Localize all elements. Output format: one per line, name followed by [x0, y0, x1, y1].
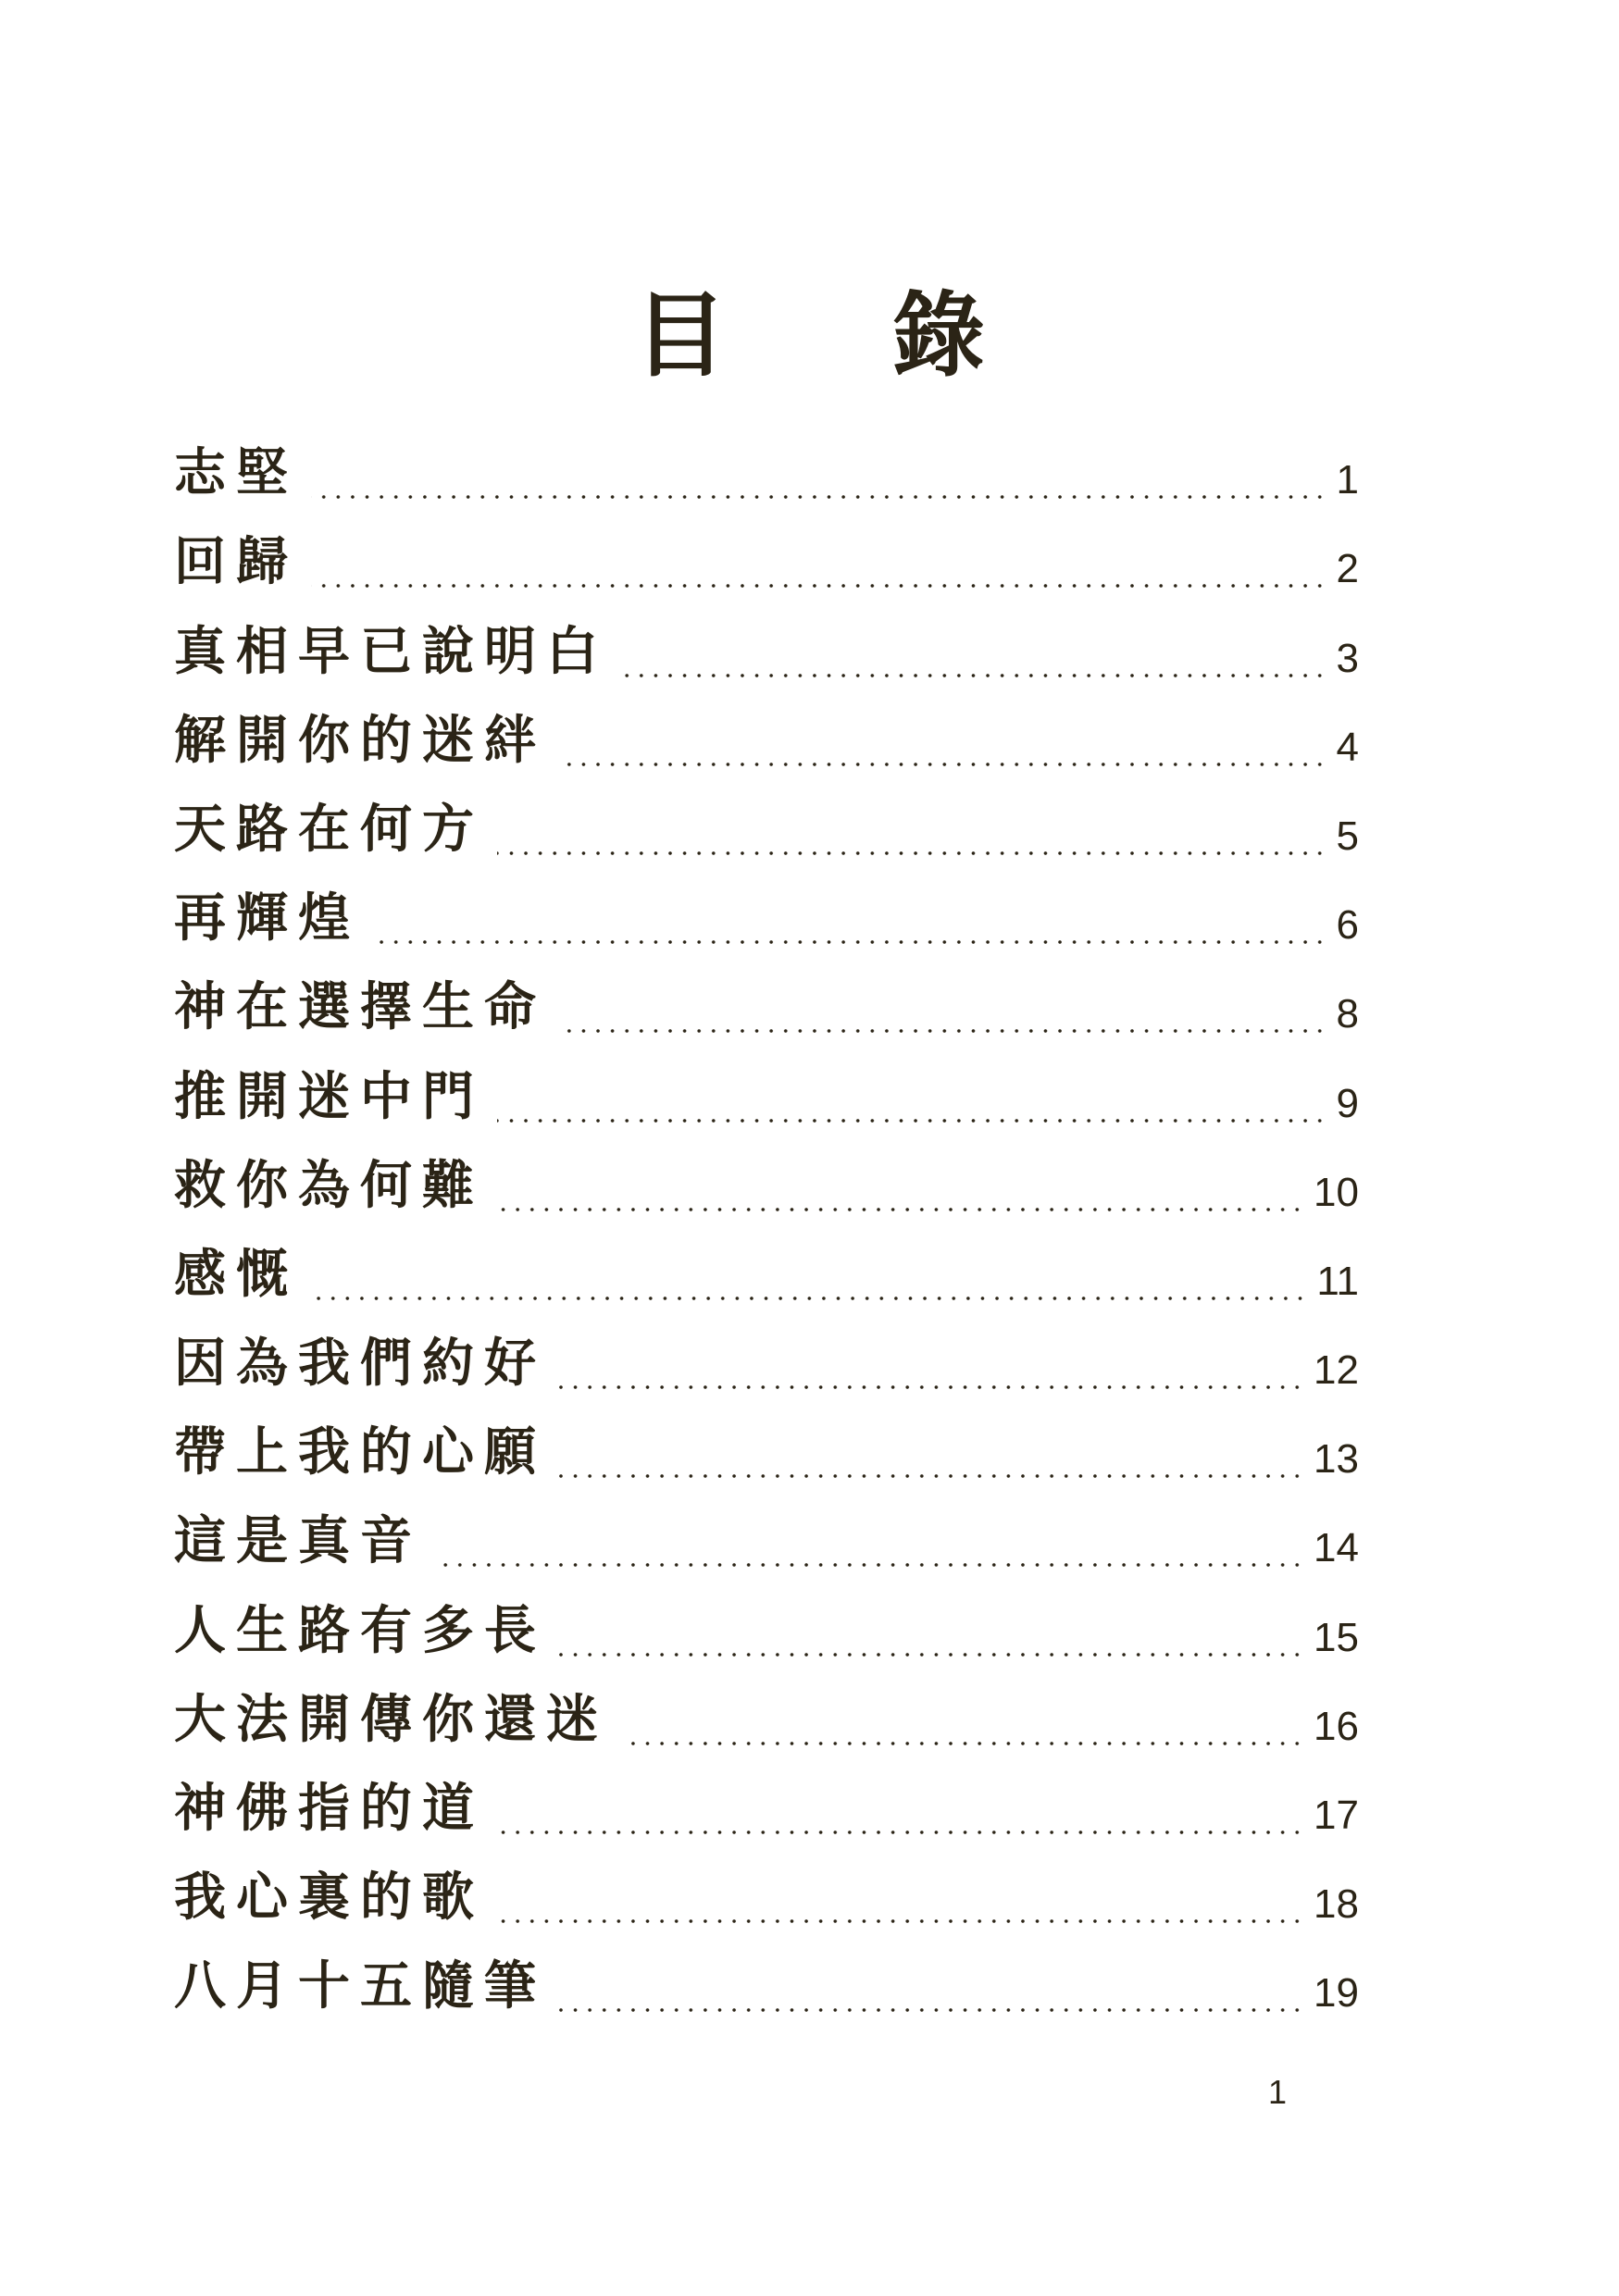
dot-leader	[559, 1029, 1327, 1033]
dot-leader	[311, 584, 1327, 588]
toc-entry-page: 9	[1336, 1080, 1359, 1126]
toc-entry-title: 推開迷中門	[174, 1065, 484, 1127]
toc-entry[interactable]	[174, 866, 1359, 955]
toc-entry-page: 8	[1336, 991, 1359, 1037]
toc-entry-page: 19	[1314, 1970, 1359, 2017]
toc-entry-page: 14	[1314, 1525, 1359, 1571]
toc-entry-title: 天路在何方	[174, 798, 484, 860]
toc-entry-title: 帶上我的心願	[174, 1421, 546, 1483]
dot-leader	[497, 851, 1327, 855]
toc-entry[interactable]	[174, 510, 1359, 599]
dot-leader	[435, 1563, 1304, 1567]
toc-entry-title: 我心裏的歌	[174, 1867, 484, 1929]
toc-entry-page: 15	[1314, 1614, 1359, 1660]
toc-entry-title: 志堅	[174, 442, 298, 504]
toc-entry-title: 因為我們約好	[174, 1333, 546, 1395]
toc-entry-page: 1	[1336, 457, 1359, 503]
toc-entry[interactable]	[174, 1668, 1359, 1756]
dot-leader	[497, 1919, 1304, 1923]
dot-leader	[621, 674, 1327, 677]
dot-leader	[311, 495, 1327, 499]
toc-entry[interactable]	[174, 599, 1359, 688]
toc-entry[interactable]	[174, 1311, 1359, 1400]
toc-entry-title: 人生路有多長	[174, 1599, 546, 1661]
toc-entry[interactable]	[174, 1578, 1359, 1667]
toc-entry[interactable]	[174, 1044, 1359, 1133]
toc-entry-title: 解開你的迷絆	[174, 709, 546, 771]
page-number: 1	[1268, 2073, 1288, 2111]
dot-leader	[373, 940, 1327, 944]
toc-entry[interactable]	[174, 421, 1359, 510]
dot-leader	[497, 1208, 1304, 1211]
dot-leader	[497, 1119, 1327, 1123]
dot-leader	[311, 1297, 1307, 1300]
toc-entry[interactable]	[174, 1489, 1359, 1578]
toc-entry-page: 6	[1336, 902, 1359, 949]
dot-leader	[559, 1653, 1304, 1657]
toc-entry-page: 2	[1336, 546, 1359, 592]
toc-entry[interactable]	[174, 689, 1359, 777]
dot-leader	[559, 2008, 1304, 2012]
toc-entry-title: 再輝煌	[174, 887, 360, 949]
toc-entry-page: 16	[1314, 1703, 1359, 1749]
toc-entry-page: 10	[1314, 1169, 1359, 1215]
toc-entry-title: 八月十五隨筆	[174, 1955, 546, 2017]
toc-entry-title: 感慨	[174, 1243, 298, 1305]
toc-entry-title: 神佛指的道	[174, 1778, 484, 1839]
toc-entry-page: 3	[1336, 635, 1359, 681]
toc-entry-page: 11	[1316, 1258, 1359, 1304]
dot-leader	[621, 1742, 1304, 1745]
toc-entry-title: 救你為何難	[174, 1154, 484, 1216]
dot-leader	[559, 763, 1327, 766]
dot-leader	[559, 1474, 1304, 1478]
toc-entry[interactable]	[174, 1756, 1359, 1845]
toc-entry-page: 12	[1314, 1347, 1359, 1394]
toc-entry[interactable]	[174, 777, 1359, 866]
toc-entry-title: 神在選擇生命	[174, 976, 546, 1038]
toc-entry-page: 18	[1314, 1881, 1359, 1928]
toc-entry[interactable]	[174, 1222, 1359, 1311]
toc-entry-page: 5	[1336, 813, 1359, 859]
dot-leader	[559, 1385, 1304, 1389]
toc-entry-page: 17	[1314, 1793, 1359, 1838]
toc-entry-title: 這是真音	[174, 1510, 422, 1572]
table-of-contents	[174, 421, 1359, 2023]
toc-entry-page: 4	[1336, 724, 1359, 770]
toc-entry-page: 13	[1314, 1436, 1359, 1483]
toc-entry-title: 真相早已說明白	[174, 620, 608, 682]
page-title: 目 錄	[634, 280, 1052, 390]
toc-entry[interactable]	[174, 1400, 1359, 1489]
dot-leader	[497, 1831, 1304, 1834]
toc-entry[interactable]	[174, 1934, 1359, 2023]
toc-entry[interactable]	[174, 955, 1359, 1044]
toc-entry[interactable]	[174, 1134, 1359, 1222]
toc-entry-title: 回歸	[174, 531, 298, 593]
toc-entry-title: 大法開傳你還迷	[174, 1688, 608, 1750]
toc-entry[interactable]	[174, 1845, 1359, 1934]
